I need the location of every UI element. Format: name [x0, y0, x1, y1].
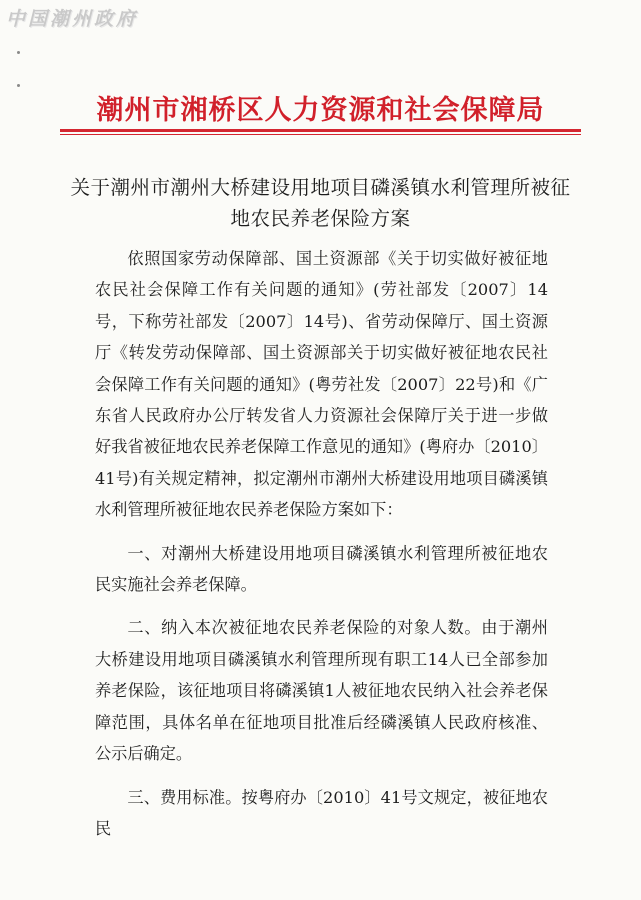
- paragraph-intro: 依照国家劳动保障部、国土资源部《关于切实做好被征地农民社会保障工作有关问题的通知》(劳社部发〔2007〕14号，下称劳社部发〔2007〕14号)、省劳动保障厅、国土资源厅《转发劳动保障部、国土资源部关于切实做好被征地农民社会保障工作有关问题的通知》(粤劳社发〔2007〕22号)和《广东省人民政府办公厅转发省人力资源社会保障厅关于进一步做好我省被征地农民养老保障工作意见的通知》(粤府办〔2010〕41号)有关规定精神，拟定潮州市潮州大桥建设用地项目磷溪镇水利管理所被征地农民养老保险方案如下：: [95, 249, 548, 520]
- letterhead-rule-thick: [60, 129, 581, 132]
- watermark-logo: 中国潮州政府: [6, 8, 139, 30]
- scan-speck: [17, 51, 20, 54]
- document-title: 关于潮州市潮州大桥建设用地项目磷溪镇水利管理所被征地农民养老保险方案: [70, 176, 571, 230]
- agency-letterhead: 潮州市湘桥区人力资源和社会保障局: [96, 95, 545, 126]
- document-body: [95, 243, 548, 844]
- paragraph-item-1: 一、对潮州大桥建设用地项目磷溪镇水利管理所被征地农民实施社会养老保障。: [95, 543, 548, 595]
- scan-speck: [17, 84, 20, 87]
- letterhead-rule-thin: [60, 134, 581, 135]
- paragraph-item-2: 二、纳入本次被征地农民养老保险的对象人数。由于潮州大桥建设用地项目磷溪镇水利管理所现有职工14人已全部参加养老保险，该征地项目将磷溪镇1人被征地农民纳入社会养老保障范围，具体名单在征地项目批准后经磷溪镇人民政府核准、公示后确定。: [95, 618, 548, 764]
- paragraph-item-3: 三、费用标准。按粤府办〔2010〕41号文规定，被征地农民: [95, 787, 548, 838]
